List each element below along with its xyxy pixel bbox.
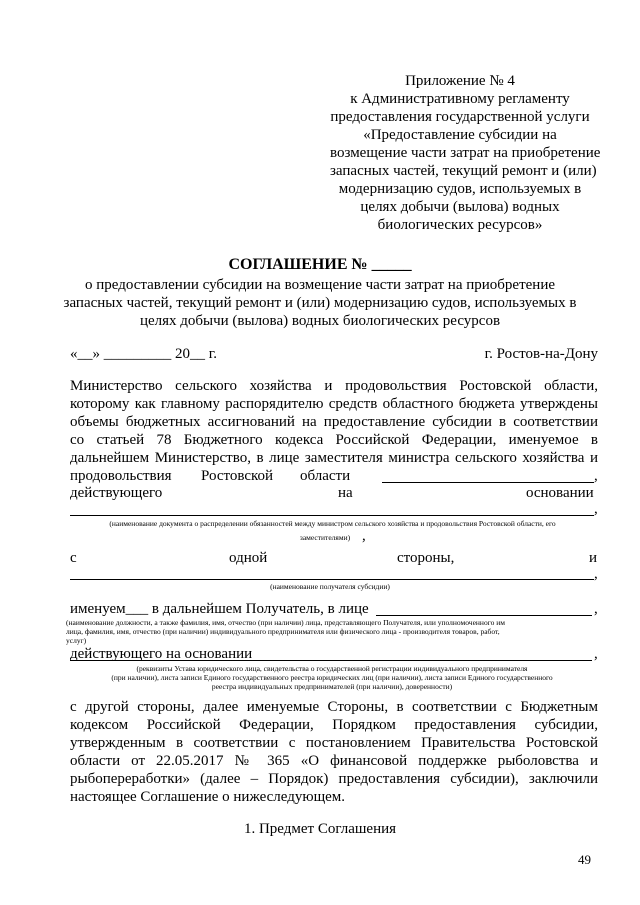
body-punct: ,	[594, 566, 598, 582]
body-word: продовольствия	[70, 468, 172, 484]
body-word: на	[338, 485, 353, 501]
body-punct: ,	[362, 528, 366, 544]
blank-line[interactable]	[70, 660, 592, 661]
body-word: стороны,	[397, 550, 455, 566]
page-number: 49	[578, 852, 591, 867]
body-punct: ,	[594, 468, 598, 484]
header-line: запасных частей, текущий ремонт и (или)	[330, 163, 597, 179]
agreement-subtitle-line: запасных частей, текущий ремонт и (или) модернизацию судов, используемых в	[63, 295, 577, 311]
body-line: с другой стороны, далее именуемые Стороны, в соответствии с Бюджетным	[70, 699, 598, 715]
body-line: дальнейшем Министерство, в лице заместителя министра сельского хозяйства и	[70, 450, 598, 466]
agreement-date: «__» _________ 20__ г.	[70, 346, 217, 362]
body-line: которому как главному распорядителю средств областного бюджета утверждены	[70, 396, 598, 412]
blank-line[interactable]	[70, 579, 594, 580]
body-line: объемы бюджетных ассигнований на предоставление субсидии в соответствии	[70, 414, 598, 430]
body-punct: ,	[594, 646, 598, 662]
header-line: «Предоставление субсидии на	[363, 127, 557, 143]
body-line: рыбопереработки» (далее – Порядок) предоставления субсидии), заключили	[70, 771, 598, 787]
body-text: именуем___ в дальнейшем Получатель, в лице	[70, 601, 369, 617]
field-caption: услуг)	[66, 636, 87, 645]
field-caption: (наименование получателя субсидии)	[270, 582, 390, 591]
body-punct: ,	[594, 601, 598, 617]
field-caption: (при наличии), листа записи Единого государственного реестра юридических лиц (при наличии), листа записи Единого государственного	[111, 673, 553, 682]
body-line: кодексом Российской Федерации, Порядком предоставления субсидии,	[70, 717, 598, 733]
body-line: утвержденным в соответствии с постановлением Правительства Ростовской	[70, 735, 598, 751]
body-line: Министерство сельского хозяйства и продовольствия Ростовской области,	[70, 378, 598, 394]
section-heading: 1. Предмет Соглашения	[243, 821, 397, 837]
field-caption: (реквизиты Устава юридического лица, свидетельства о государственной регистрации индивидуального предпринимателя	[136, 664, 528, 673]
header-line: к Административному регламенту	[350, 91, 570, 107]
agreement-subtitle-line: целях добычи (вылова) водных биологических ресурсов	[139, 313, 501, 329]
header-line: предоставления государственной услуги	[330, 109, 590, 125]
blank-line[interactable]	[382, 482, 594, 483]
body-text: действующего на основании	[70, 646, 253, 662]
body-word: Ростовской	[201, 468, 274, 484]
body-word: одной	[229, 550, 268, 566]
blank-line[interactable]	[70, 515, 594, 516]
body-word: области	[300, 468, 351, 484]
blank-line[interactable]	[376, 615, 592, 616]
body-word: и	[589, 550, 598, 566]
header-line: возмещение части затрат на приобретение	[330, 145, 601, 161]
field-caption: лица, фамилия, имя, отчество (при наличии) индивидуального предпринимателя или физического лица - производителя товаров, работ,	[66, 627, 500, 636]
agreement-city: г. Ростов-на-Дону	[484, 346, 598, 362]
field-caption: (наименование должности, а также фамилия, имя, отчество (при наличии) лица, представляющего Получателя, или уполномоченного им	[66, 618, 505, 627]
header-line: модернизацию судов, используемых в	[338, 181, 582, 197]
field-caption: (наименование документа о распределении обязанностей между министром сельского хозяйства и продовольствия Ростовской области, его	[109, 519, 556, 528]
field-caption: реестра индивидуальных предпринимателей (при наличии), доверенности)	[211, 682, 453, 691]
field-caption: заместителями)	[299, 533, 351, 542]
header-line: биологических ресурсов»	[377, 217, 543, 233]
body-line: области от 22.05.2017 № 365 «О финансовой поддержке рыболовства и	[70, 753, 598, 769]
header-line: целях добычи (вылова) водных	[360, 199, 560, 215]
body-punct: ,	[594, 501, 598, 517]
agreement-title: СОГЛАШЕНИЕ № _____	[228, 256, 412, 273]
agreement-subtitle-line: о предоставлении субсидии на возмещение части затрат на приобретение	[84, 277, 556, 293]
body-line: со статьей 78 Бюджетного кодекса Российской Федерации, именуемое в	[70, 432, 598, 448]
body-line: настоящее Соглашение о нижеследующем.	[70, 789, 346, 805]
body-word: с	[70, 550, 77, 566]
body-word: основании	[526, 485, 594, 501]
body-word: действующего	[70, 485, 163, 501]
header-line: Приложение № 4	[405, 73, 515, 89]
